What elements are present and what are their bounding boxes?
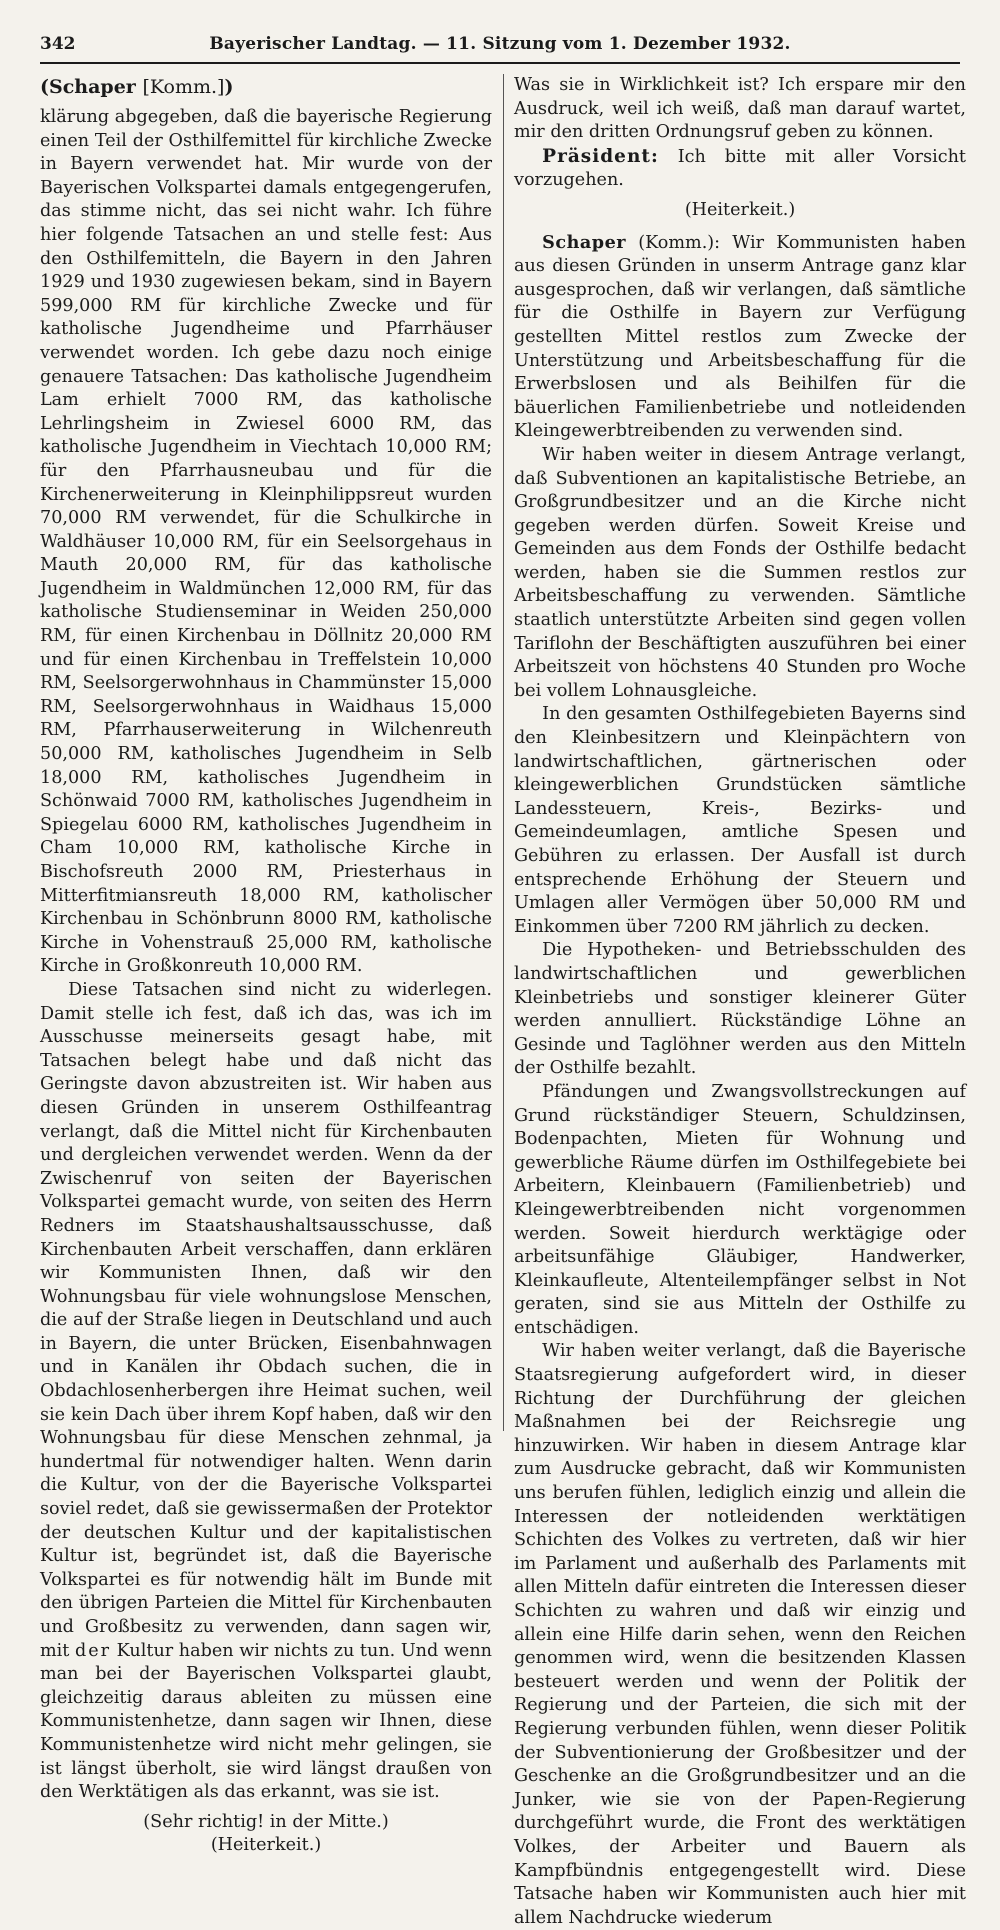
speaker-party: (Komm.):	[638, 232, 721, 253]
paragraph: Was sie in Wirklichkeit ist? Ich erspare mir den Ausdruck, weil ich weiß, daß man darauf wartet, mir den dritten Ordnungsruf geben zu können.	[514, 75, 966, 143]
paragraph-text: Diese Tatsachen sind nicht zu widerlegen. Damit stelle ich fest, daß ich das, was ich im Ausschusse meinerseits gesagt habe, mit Tatsachen belegt habe und daß nicht das Geringste davon abzustreiten ist. Wir haben aus diesen Gründen in unserem Osthilfeantrag verlangt, daß die Mittel nicht für Kirchenbauten und dergleichen verwendet werden. Wenn da der Zwischenruf von seiten der Bayerischen Volkspartei gemacht wurde, von seiten des Herrn Redners im Staatshaushaltsausschusse, daß Kirchenbauten Arbeit verschaffen, dann erklären wir Kommunisten Ihnen, daß wir den Wohnungsbau für viele wohnungslose Menschen, die auf der Straße liegen in Deutschland und auch in Bayern, die unter Brücken, Eisenbahnwagen und in Kanälen ihr Obdach suchen, die in Obdachlosenherbergen ihre Heimat suchen, weil sie kein Dach über ihrem Kopf haben, daß wir den Wohnungsbau für diese Menschen zehnmal, ja hundertmal für notwendiger halten. Wenn darin die Kultur, von der die Bayerische Volkspartei soviel redet, daß sie gewissermaßen der Protektor der deutschen Kultur und der kapitalistischen Kultur ist, begründet ist, daß die Bayerische Volkspartei es für notwendig hält im Bunde mit den übrigen Parteien die Mittel für Kirchenbauten und Großbesitz zu verwenden, dann sagen wir, mit	[40, 979, 492, 1661]
interjection: (Heiterkeit.)	[210, 1835, 322, 1856]
paragraph	[40, 979, 492, 1805]
paragraph-text: Kultur haben wir nichts zu tun. Und wenn man bei der Bayerischen Volkspartei glaubt, gleichzeitig daraus ableiten zu müssen eine Kommunistenhetze, dann sagen wir Ihnen, diese Kommunistenhetze wird nicht mehr gelingen, sie ist längst überholt, sie wird längst draußen von den Werktätigen als das erkannt, was sie ist.	[40, 1640, 492, 1803]
paragraph-text: Wir Kommunisten haben aus diesen Gründen in unserm Antrage ganz klar ausgesprochen, daß wir verlangen, daß sämtliche für die Osthilfe in Bayern zur Verfügung gestellten Mittel restlos zum Zwecke der Unterstützung und Arbeitsbeschaffung für die Erwerbslosen und als Beihilfen für die bäuerlichen Familienbetriebe und notleidenden Kleingewerbtreibenden zu verwenden sind.	[514, 232, 966, 442]
spacer	[514, 223, 966, 231]
emphasized-word: der	[74, 1640, 112, 1661]
president-text: Ich bitte mit aller Vorsicht vorzugehen.	[514, 146, 966, 191]
speaker-heading: (Schaper [Komm.])	[40, 76, 234, 98]
paragraph: Wir haben weiter in diesem Antrage verlangt, daß Subventionen an kapitalistische Betriebe, an Großgrundbesitzer und an die Kirche nicht gegeben werden dürfen. Soweit Kreise und Gemeinden aus dem Fonds der Osthilfe bedacht werden, haben sie die Summen restlos zur Arbeitsbeschaffung zu verwenden. Sämtliche staatlich unterstützte Arbeiten sind gegen vollen Tariflohn der Beschäftigten auszuführen bei einer Arbeitszeit von höchstens 40 Stunden pro Woche bei vollem Lohnausgleiche.	[514, 444, 966, 701]
interjection: (Sehr richtig! in der Mitte.)	[143, 1811, 389, 1832]
speaker-name: Schaper	[542, 231, 627, 253]
column-divider	[503, 74, 504, 1431]
paragraph: Pfändungen und Zwangsvollstreckungen auf Grund rückständiger Steuern, Schuldzinsen, Bodenpachten, Mieten für Wohnung und gewerbliche Räume dürfen im Osthilfegebiete bei Arbeitern, Kleinbauern (Familienbetrieb) und Kleingewerbtreibenden nicht vorgenommen werden. Soweit hierdurch werktägige oder arbeitsunfähige Gläubiger, Handwerker, Kleinkaufleute, Altenteilempfänger selbst in Not geraten, sind sie aus Mitteln der Osthilfe zu entschädigen.	[514, 1081, 966, 1338]
speaker-paragraph	[514, 231, 966, 444]
interjection-block	[40, 1811, 492, 1858]
right-column	[514, 74, 966, 1928]
page-number: 342	[40, 34, 76, 54]
paragraph: Die Hypotheken- und Betriebsschulden des landwirtschaftlichen und gewerblichen Kleinbetriebs und sonstiger kleinerer Güter werden annulliert. Rückständige Löhne an Gesinde und Taglöhner werden aus den Mitteln der Osthilfe bezahlt.	[514, 940, 966, 1079]
left-column	[40, 74, 492, 1856]
paragraph: klärung abgegeben, daß die bayerische Regierung einen Teil der Osthilfemittel für kirchliche Zwecke in Bayern verwendet hat. Mir wurde von der Bayerischen Volkspartei damals entgegengerufen, das stimme nicht, das sei nicht wahr. Ich führe hier folgende Tatsachen an und stelle fest: Aus den Osthilfemitteln, die Bayern in den Jahren 1929 und 1930 zugewiesen bekam, sind in Bayern 599,000 RM für kirchliche Zwecke und für katholische Jugendheime und Pfarrhäuser verwendet worden. Ich gebe dazu noch einige genauere Tatsachen: Das katholische Jugendheim Lam erhielt 7000 RM, das katholische Lehrlingsheim in Zwiesel 6000 RM, das katholische Jugendheim in Viechtach 10,000 RM; für den Pfarrhausneubau und für die Kirchenerweiterung in Kleinphilippsreut wurden 70,000 RM verwendet, für die Schulkirche in Waldhäuser 10,000 RM, für ein Seelsorgehaus in Mauth 20,000 RM, für das katholische Jugendheim in Waldmünchen 12,000 RM, für das katholische Studienseminar in Weiden 250,000 RM, für einen Kirchenbau in Döllnitz 20,000 RM und für einen Kirchenbau in Treffelstein 10,000 RM, Seelsorgerwohnhaus in Chammünster 15,000 RM, Seelsorgerwohnhaus in Waidhaus 15,000 RM, Pfarrhauserweiterung in Wilchenreuth 50,000 RM, katholisches Jugendheim in Selb 18,000 RM, katholisches Jugendheim in Schönwaid 7000 RM, katholisches Jugendheim in Spiegelau 6000 RM, katholisches Jugendheim in Cham 10,000 RM, katholische Kirche in Bischofsreuth 2000 RM, Priesterhaus in Mitterfitmiansreuth 18,000 RM, katholischer Kirchenbau in Schönbrunn 8000 RM, katholische Kirche in Vohenstrauß 25,000 RM, katholische Kirche in Großkonreuth 10,000 RM.	[40, 107, 492, 977]
president-label: Präsident:	[542, 145, 659, 167]
header-title: Bayerischer Landtag. — 11. Sitzung vom 1. Dezember 1932.	[209, 34, 791, 54]
running-header	[40, 28, 960, 64]
speaker-party: [Komm.]	[142, 76, 225, 98]
paragraph: Wir haben weiter verlangt, daß die Bayerische Staatsregierung aufgefordert wird, in dieser Richtung der Durchführung der gleichen Maßnahmen bei der Reichsregie ung hinzuwirken. Wir haben in diesem Antrage klar zum Ausdrucke gebracht, daß wir Kommunisten uns berufen fühlen, lediglich einzig und allein die Interessen der notleidenden werktätigen Schichten des Volkes zu vertreten, daß wir hier im Parlament und außerhalb des Parlaments mit allen Mitteln dafür eintreten die Interessen dieser Schichten zu wahren und daß wir einzig und allein eine Hilfe darin sehen, wenn den Reichen genommen wird, wenn die besitzenden Klassen besteuert werden und wenn der Politik der Regierung und der Parteien, die sich mit der Regierung verbunden fühlen, wenn dieser Politik der Subventionierung der Großbesitzer und der Geschenke an die Großgrundbesitzer und an die Junker, wie sie von der Papen-Regierung durchgeführt wurde, die Front des werktätigen Volkes, der Arbeiter und Bauern als Kampfbündnis entgegengestellt wird. Diese Tatsache haben wir Kommunisten auch hier mit allem Nachdrucke wiederum	[514, 1341, 966, 1928]
interjection: (Heiterkeit.)	[684, 199, 796, 220]
speaker-name: Schaper	[49, 76, 136, 98]
text-columns	[40, 74, 966, 1928]
paragraph: In den gesamten Osthilfegebieten Bayerns sind den Kleinbesitzern und Kleinpächtern von landwirtschaftlichen, gärtnerischen oder kleingewerblichen Grundstücken sämtliche Landessteuern, Kreis-, Bezirks- und Gemeindeumlagen, amtliche Spesen und Gebühren zu erlassen. Der Ausfall ist durch entsprechende Erhöhung der Steuern und Umlagen aller Vermögen über 50,000 RM und Einkommen über 7200 RM jährlich zu decken.	[514, 704, 966, 937]
president-remark	[514, 145, 966, 193]
